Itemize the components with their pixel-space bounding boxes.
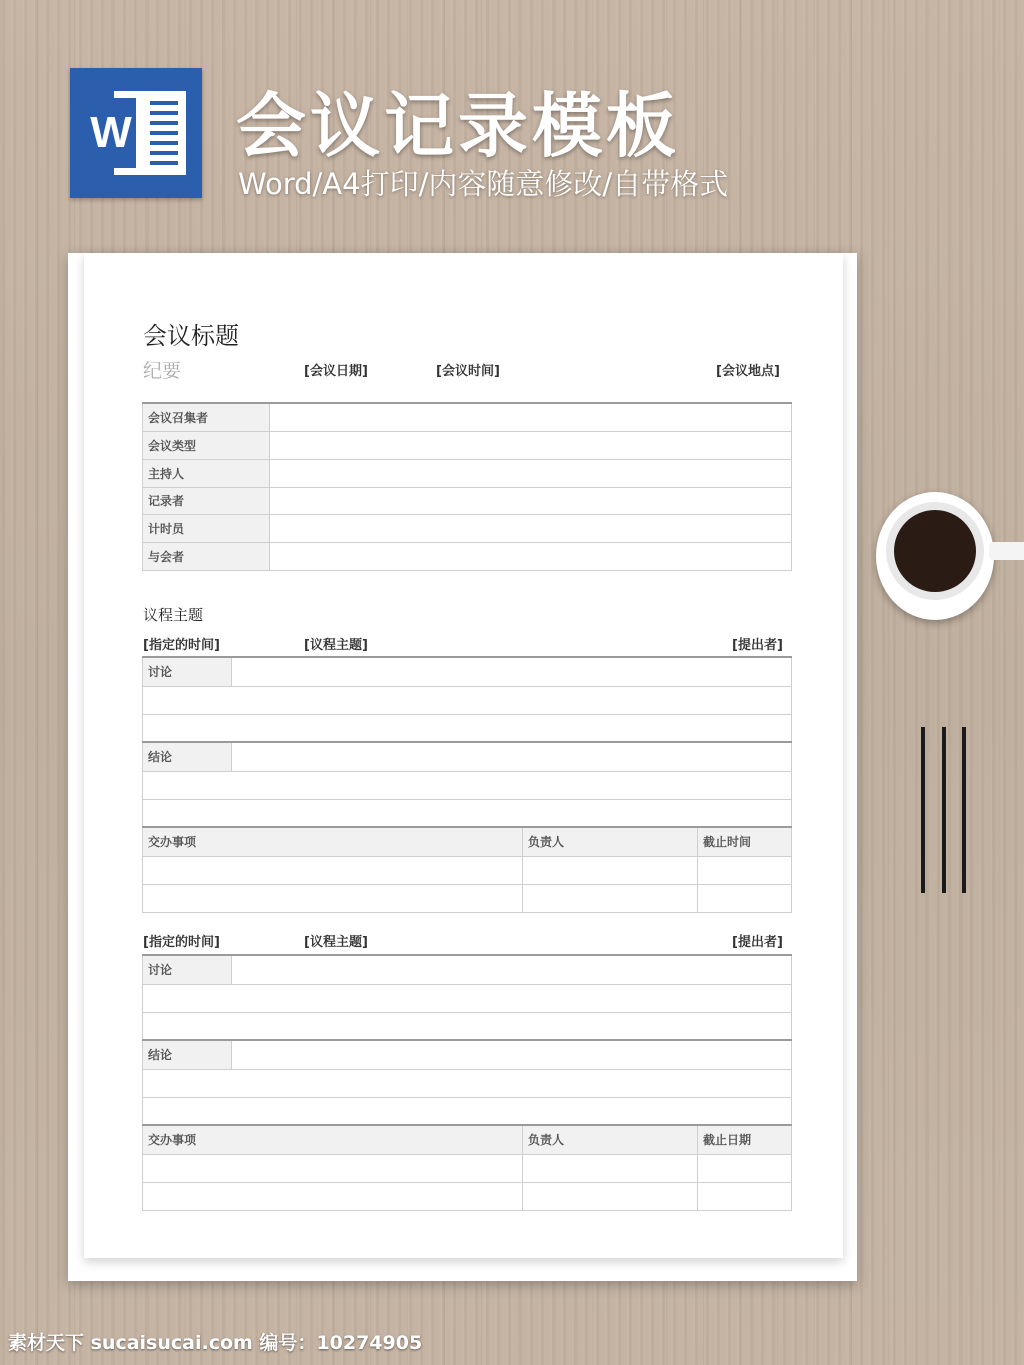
conclusion-input[interactable] (232, 742, 792, 771)
owner-cell[interactable] (523, 1154, 698, 1182)
stick-icon (942, 727, 946, 893)
table-row (143, 1012, 792, 1040)
discussion-line[interactable] (143, 1012, 792, 1040)
discussion-table (142, 954, 792, 1041)
action-items-table (142, 826, 792, 913)
deadline-cell[interactable] (698, 1154, 792, 1182)
conclusion-line[interactable] (143, 1097, 792, 1125)
table-row (143, 856, 792, 884)
action-items-table (142, 1124, 792, 1211)
coffee-cup-icon (876, 492, 994, 620)
host-label: 主持人 (143, 459, 270, 487)
conclusion-line[interactable] (143, 799, 792, 827)
table-header-row (143, 1125, 792, 1154)
coffee-liquid (894, 510, 976, 592)
agenda-heading: 议程主题 (143, 606, 204, 624)
conclusion-line[interactable] (143, 1069, 792, 1097)
conclusion-input[interactable] (232, 1040, 792, 1069)
table-row (143, 771, 792, 799)
owner-header: 负责人 (523, 827, 698, 856)
deadline-header: 截止日期 (698, 1125, 792, 1154)
deadline-header: 截止时间 (698, 827, 792, 856)
deadline-cell[interactable] (698, 884, 792, 912)
table-row (143, 403, 792, 431)
recorder-label: 记录者 (143, 487, 270, 514)
meeting-info-table (142, 402, 792, 571)
summary-label: 纪要 (143, 360, 182, 382)
conclusion-table (142, 1039, 792, 1126)
conclusion-line[interactable] (143, 771, 792, 799)
action-item-header: 交办事项 (143, 1125, 523, 1154)
convener-label: 会议召集者 (143, 403, 270, 431)
discussion-table (142, 656, 792, 743)
agenda-topic-field[interactable]: [议程主题] (304, 935, 368, 950)
deadline-cell[interactable] (698, 856, 792, 884)
timekeeper-label: 计时员 (143, 514, 270, 542)
word-logo-letter: W (86, 98, 136, 168)
deadline-cell[interactable] (698, 1182, 792, 1210)
meeting-title[interactable]: 会议标题 (143, 322, 239, 350)
word-logo-icon (70, 68, 202, 198)
meeting-type-input[interactable] (270, 431, 792, 459)
owner-header: 负责人 (523, 1125, 698, 1154)
attendees-label: 与会者 (143, 542, 270, 570)
table-row (143, 799, 792, 827)
table-row (143, 1182, 792, 1210)
table-row (143, 742, 792, 771)
action-item-cell[interactable] (143, 884, 523, 912)
table-row (143, 1040, 792, 1069)
owner-cell[interactable] (523, 884, 698, 912)
meeting-type-label: 会议类型 (143, 431, 270, 459)
page-title: 会议记录模板 (236, 85, 680, 167)
attendees-input[interactable] (270, 542, 792, 570)
action-item-cell[interactable] (143, 1182, 523, 1210)
agenda-presenter-field[interactable]: [提出者] (732, 935, 783, 950)
conclusion-label: 结论 (143, 742, 232, 771)
table-row (143, 459, 792, 487)
page-subtitle: Word/A4打印/内容随意修改/自带格式 (238, 167, 729, 201)
host-input[interactable] (270, 459, 792, 487)
discussion-line[interactable] (143, 686, 792, 714)
agenda-topic-field[interactable]: [议程主题] (304, 638, 368, 653)
timekeeper-input[interactable] (270, 514, 792, 542)
stick-icon (921, 727, 925, 893)
table-row (143, 487, 792, 514)
agenda-presenter-field[interactable]: [提出者] (732, 638, 783, 653)
discussion-input[interactable] (232, 657, 792, 686)
discussion-label: 讨论 (143, 955, 232, 984)
table-row (143, 1154, 792, 1182)
action-item-cell[interactable] (143, 1154, 523, 1182)
owner-cell[interactable] (523, 1182, 698, 1210)
table-row (143, 955, 792, 984)
owner-cell[interactable] (523, 856, 698, 884)
conclusion-label: 结论 (143, 1040, 232, 1069)
cup-handle (989, 542, 1024, 560)
discussion-line[interactable] (143, 984, 792, 1012)
table-row (143, 657, 792, 686)
meeting-date-field[interactable]: [会议日期] (304, 364, 368, 379)
action-item-cell[interactable] (143, 856, 523, 884)
convener-input[interactable] (270, 403, 792, 431)
table-row (143, 542, 792, 570)
discussion-input[interactable] (232, 955, 792, 984)
table-row (143, 431, 792, 459)
meeting-time-field[interactable]: [会议时间] (436, 364, 500, 379)
recorder-input[interactable] (270, 487, 792, 514)
agenda-time-field[interactable]: [指定的时间] (143, 638, 220, 653)
table-row (143, 884, 792, 912)
table-row (143, 686, 792, 714)
discussion-line[interactable] (143, 714, 792, 742)
table-row (143, 1069, 792, 1097)
table-row (143, 1097, 792, 1125)
table-row (143, 714, 792, 742)
meeting-location-field[interactable]: [会议地点] (716, 364, 780, 379)
agenda-time-field[interactable]: [指定的时间] (143, 935, 220, 950)
table-row (143, 514, 792, 542)
watermark-text: 素材天下 sucaisucai.com 编号：10274905 (8, 1332, 423, 1354)
discussion-label: 讨论 (143, 657, 232, 686)
table-row (143, 984, 792, 1012)
conclusion-table (142, 741, 792, 828)
action-item-header: 交办事项 (143, 827, 523, 856)
stick-icon (962, 727, 966, 893)
table-header-row (143, 827, 792, 856)
